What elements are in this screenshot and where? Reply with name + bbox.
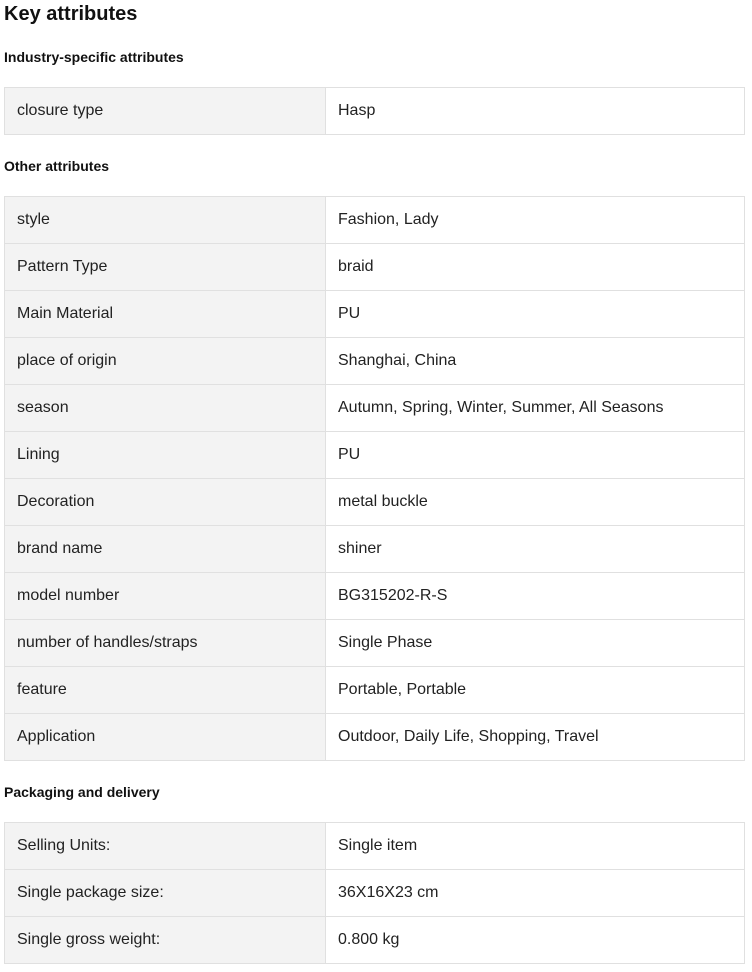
attribute-value: 0.800 kg [326, 917, 745, 964]
attribute-value: PU [326, 432, 745, 479]
attribute-value: Autumn, Spring, Winter, Summer, All Seasons [326, 385, 745, 432]
table-row [5, 917, 745, 964]
table-row [5, 338, 745, 385]
table-row [5, 573, 745, 620]
table-row [5, 620, 745, 667]
attribute-name: Decoration [5, 479, 326, 526]
table-row [5, 432, 745, 479]
table-row [5, 291, 745, 338]
attribute-name: number of handles/straps [5, 620, 326, 667]
table-row [5, 667, 745, 714]
attribute-value: Fashion, Lady [326, 197, 745, 244]
table-row [5, 823, 745, 870]
table-row [5, 244, 745, 291]
table-row [5, 385, 745, 432]
attribute-name: style [5, 197, 326, 244]
attribute-name: Single gross weight: [5, 917, 326, 964]
attribute-value: Shanghai, China [326, 338, 745, 385]
attribute-name: Pattern Type [5, 244, 326, 291]
attribute-value: Single Phase [326, 620, 745, 667]
attribute-name: Application [5, 714, 326, 761]
table-row [5, 714, 745, 761]
other-attributes-heading: Other attributes [4, 158, 110, 174]
attribute-name: Main Material [5, 291, 326, 338]
attribute-name: closure type [5, 88, 326, 135]
attribute-name: model number [5, 573, 326, 620]
page-title: Key attributes [4, 3, 138, 25]
attribute-name: Selling Units: [5, 823, 326, 870]
table-row [5, 88, 745, 135]
attribute-name: Single package size: [5, 870, 326, 917]
industry-attributes-table [4, 87, 745, 135]
attribute-value: Hasp [326, 88, 745, 135]
attribute-value: braid [326, 244, 745, 291]
attribute-value: Outdoor, Daily Life, Shopping, Travel [326, 714, 745, 761]
attribute-value: shiner [326, 526, 745, 573]
attribute-value: Single item [326, 823, 745, 870]
attribute-name: feature [5, 667, 326, 714]
packaging-delivery-heading: Packaging and delivery [4, 784, 160, 800]
attribute-name: brand name [5, 526, 326, 573]
attribute-value: metal buckle [326, 479, 745, 526]
other-attributes-table [4, 196, 745, 761]
table-row [5, 870, 745, 917]
attribute-name: Lining [5, 432, 326, 479]
attribute-value: PU [326, 291, 745, 338]
attribute-value: 36X16X23 cm [326, 870, 745, 917]
attribute-name: place of origin [5, 338, 326, 385]
packaging-delivery-table [4, 822, 745, 964]
attribute-name: season [5, 385, 326, 432]
industry-attributes-heading: Industry-specific attributes [4, 49, 184, 65]
table-row [5, 479, 745, 526]
attribute-value: BG315202-R-S [326, 573, 745, 620]
table-row [5, 526, 745, 573]
attribute-value: Portable, Portable [326, 667, 745, 714]
table-row [5, 197, 745, 244]
